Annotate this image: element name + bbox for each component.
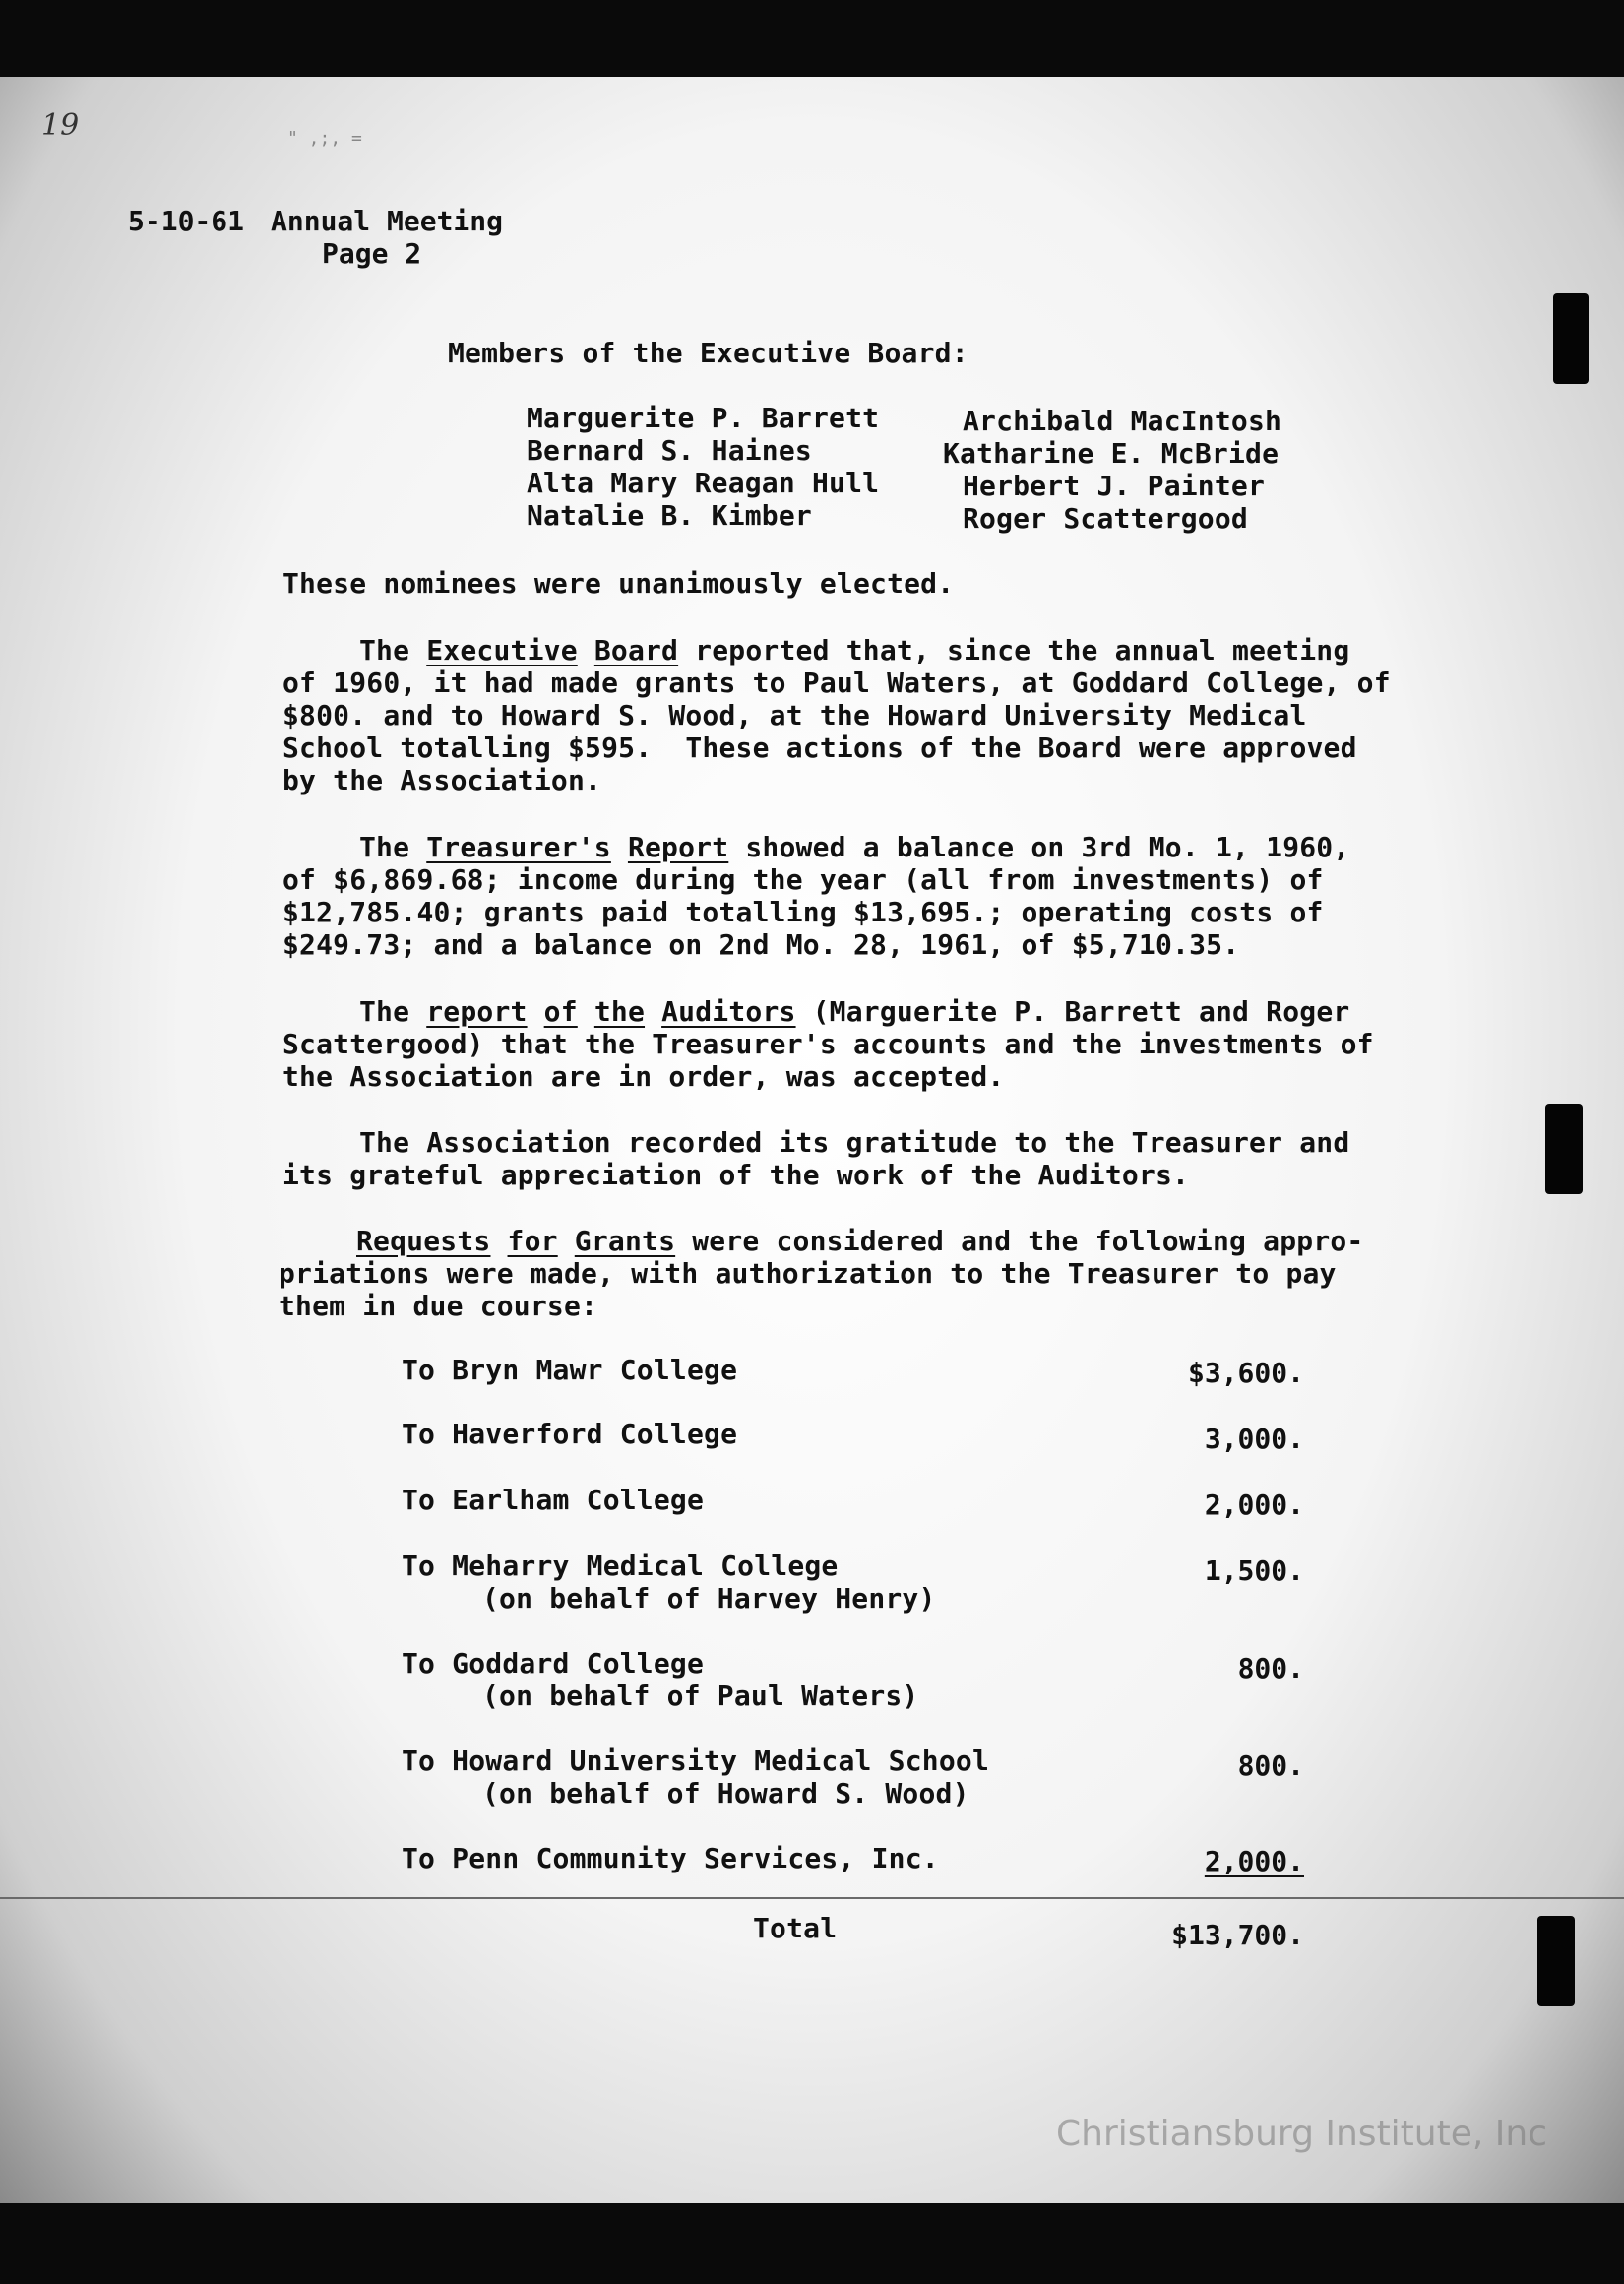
underlined-executive: Executive xyxy=(426,634,578,666)
board-member-right-2: Katharine E. McBride xyxy=(943,437,1280,470)
scan-registration-mark xyxy=(1553,293,1589,384)
underlined-report: report xyxy=(426,995,528,1028)
board-member-left-3: Alta Mary Reagan Hull xyxy=(527,467,880,499)
board-member-left-1: Marguerite P. Barrett xyxy=(527,402,880,434)
board-heading: Members of the Executive Board: xyxy=(448,337,968,369)
paragraph-line: of $6,869.68; income during the year (all from investments) of xyxy=(282,863,1324,896)
grant-amount: 1,500. xyxy=(1204,1554,1304,1587)
total-amount: $13,700. xyxy=(1171,1919,1304,1951)
grant-amount: 2,000. xyxy=(1204,1845,1304,1877)
stray-marks: " ,;, = xyxy=(287,128,362,149)
grant-amount: $3,600. xyxy=(1187,1357,1304,1389)
board-member-left-4: Natalie B. Kimber xyxy=(527,499,812,532)
watermark: Christiansburg Institute, Inc xyxy=(1055,2114,1547,2154)
scan-registration-mark xyxy=(1537,1916,1575,2006)
grant-amount: 800. xyxy=(1237,1652,1304,1684)
underlined-for: for xyxy=(507,1225,558,1257)
grant-recipient: To Meharry Medical College xyxy=(402,1550,839,1582)
paragraph-line: priations were made, with authorization to the Treasurer to pay xyxy=(279,1257,1337,1290)
underlined-the: the xyxy=(593,995,646,1028)
grant-beneficiary: (on behalf of Paul Waters) xyxy=(482,1680,919,1712)
paragraph-line: School totalling $595. These actions of the Board were approved xyxy=(282,731,1357,764)
paragraph-line: $800. and to Howard S. Wood, at the Howard University Medical xyxy=(282,699,1307,731)
header-date: 5-10-61 xyxy=(128,205,245,237)
board-member-right-4: Roger Scattergood xyxy=(963,502,1248,535)
grant-amount: 2,000. xyxy=(1204,1489,1304,1521)
paragraph-line: the Association are in order, was accepted. xyxy=(282,1060,1005,1093)
grant-recipient: To Goddard College xyxy=(402,1647,705,1680)
paragraph-executive-board-first-line: The Executive Board reported that, since the annual meeting xyxy=(359,634,1350,666)
grant-amount: 3,000. xyxy=(1204,1423,1304,1455)
paragraph-line: $249.73; and a balance on 2nd Mo. 28, 1961, of $5,710.35. xyxy=(282,928,1240,961)
paragraph-line: its grateful appreciation of the work of the Auditors. xyxy=(282,1159,1190,1191)
scan-registration-mark xyxy=(1545,1104,1583,1194)
grant-beneficiary: (on behalf of Howard S. Wood) xyxy=(482,1777,969,1809)
paragraph-auditors-first-line: The report of the Auditors (Marguerite P. Barrett and Roger xyxy=(359,995,1350,1028)
elected-statement: These nominees were unanimously elected. xyxy=(282,567,955,600)
paragraph-line: them in due course: xyxy=(279,1290,598,1322)
paragraph-line: Scattergood) that the Treasurer's accounts and the investments of xyxy=(282,1028,1374,1060)
underlined-grants: Grants xyxy=(574,1225,676,1257)
handwritten-margin-note: 19 xyxy=(41,108,80,143)
header-title: Annual Meeting xyxy=(271,205,504,237)
grant-recipient: To Penn Community Services, Inc. xyxy=(402,1842,939,1874)
grant-recipient: To Earlham College xyxy=(402,1484,705,1516)
header-page: Page 2 xyxy=(322,237,422,270)
document-page xyxy=(0,77,1624,2203)
paragraph-requests-first-line: Requests for Grants were considered and the following appro- xyxy=(356,1225,1364,1257)
paragraph-line: of 1960, it had made grants to Paul Waters, at Goddard College, of xyxy=(282,666,1391,699)
paragraph-line: by the Association. xyxy=(282,764,602,796)
underlined-of: of xyxy=(543,995,578,1028)
grant-recipient: To Howard University Medical School xyxy=(402,1745,990,1777)
board-member-right-3: Herbert J. Painter xyxy=(963,470,1266,502)
scan-fold-line xyxy=(0,1897,1624,1899)
grant-amount: 800. xyxy=(1237,1749,1304,1782)
board-member-right-1: Archibald MacIntosh xyxy=(963,405,1282,437)
grant-recipient: To Haverford College xyxy=(402,1418,738,1450)
paragraph-gratitude-line: The Association recorded its gratitude to the Treasurer and xyxy=(359,1126,1350,1159)
underlined-board: Board xyxy=(593,634,679,666)
underlined-report: Report xyxy=(627,831,729,863)
grant-beneficiary: (on behalf of Harvey Henry) xyxy=(482,1582,936,1615)
underlined-requests: Requests xyxy=(356,1225,491,1257)
underlined-treasurers: Treasurer's xyxy=(426,831,611,863)
grant-recipient: To Bryn Mawr College xyxy=(402,1354,738,1386)
paragraph-line: $12,785.40; grants paid totalling $13,695.; operating costs of xyxy=(282,896,1324,928)
board-member-left-2: Bernard S. Haines xyxy=(527,434,812,467)
underlined-auditors: Auditors xyxy=(661,995,796,1028)
paragraph-treasurer-first-line: The Treasurer's Report showed a balance on 3rd Mo. 1, 1960, xyxy=(359,831,1350,863)
total-label: Total xyxy=(753,1912,838,1944)
